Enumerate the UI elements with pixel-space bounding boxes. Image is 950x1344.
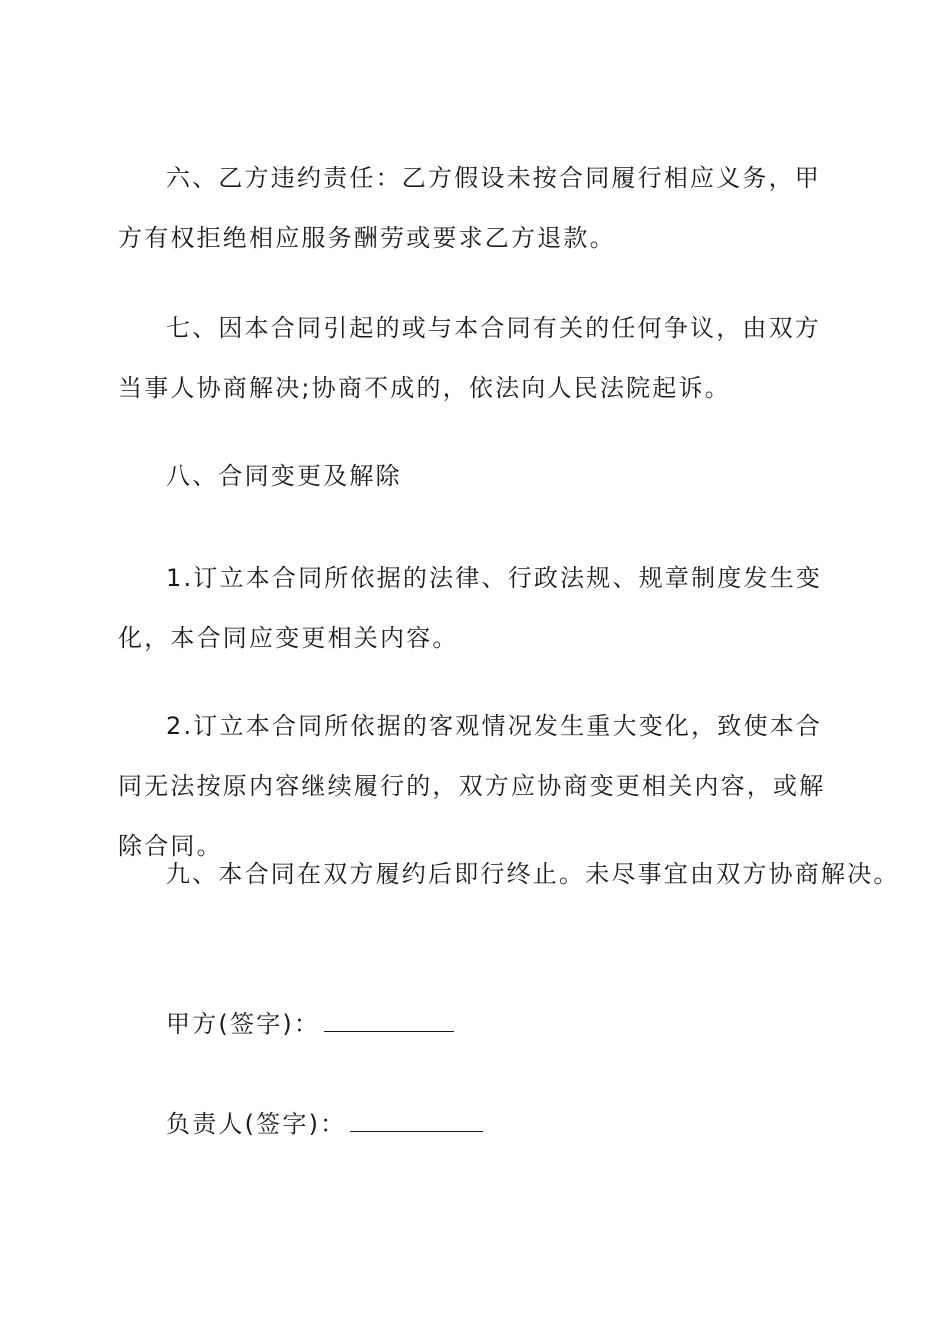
clause-8-2-paragraph: 2.订立本合同所依据的客观情况发生重大变化，致使本合同无法按原内容继续履行的，双方应协商变更相关内容，或解除合同。	[118, 712, 826, 860]
responsible-signature-label: 负责人(签字)：	[166, 1110, 347, 1138]
party-a-signature-label: 甲方(签字)：	[166, 1010, 321, 1038]
clause-6-paragraph: 六、乙方违约责任：乙方假设未按合同履行相应义务，甲方有权拒绝相应服务酬劳或要求乙方退款。	[118, 164, 821, 252]
party-a-signature-line	[166, 1004, 454, 1044]
responsible-signature-blank	[350, 1109, 483, 1132]
party-a-signature-blank	[324, 1009, 454, 1032]
clause-7-paragraph: 七、因本合同引起的或与本合同有关的任何争议，由双方当事人协商解决;协商不成的，依法向人民法院起诉。	[118, 314, 821, 402]
clause-9-paragraph: 九、本合同在双方履约后即行终止。未尽事宜由双方协商解决。	[166, 860, 900, 888]
responsible-signature-line	[166, 1104, 483, 1144]
clause-8-heading: 八、合同变更及解除	[166, 462, 402, 490]
clause-8-1-paragraph: 1.订立本合同所依据的法律、行政法规、规章制度发生变化，本合同应变更相关内容。	[118, 564, 823, 652]
